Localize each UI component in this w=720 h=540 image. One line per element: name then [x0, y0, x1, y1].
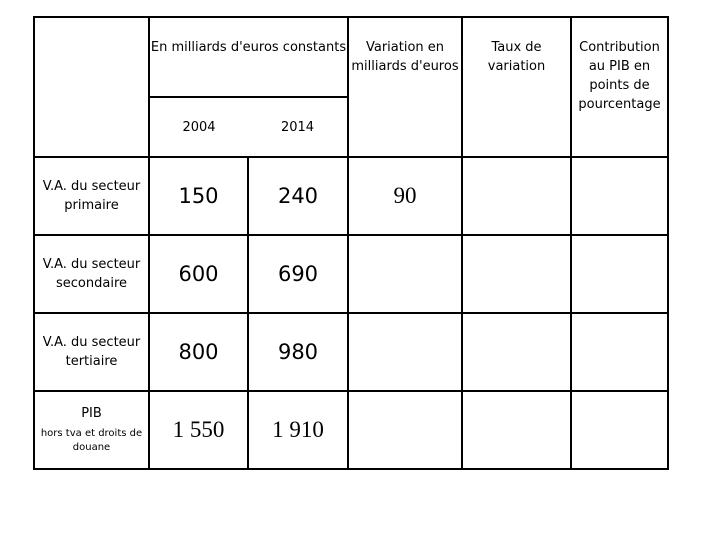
year-2004-header: 2004	[149, 97, 248, 157]
row-label: V.A. du secteur primaire	[34, 157, 149, 235]
contribution-cell	[571, 235, 668, 313]
header-row-top	[34, 17, 668, 97]
table-row	[34, 313, 668, 391]
table-row	[34, 391, 668, 469]
taux-header: Taux de variation	[462, 17, 571, 157]
unit-header: En milliards d'euros constants	[149, 17, 348, 97]
variation-header: Variation en milliards d'euros	[348, 17, 462, 157]
value-2004: 600	[149, 235, 248, 313]
row-label: V.A. du secteur tertiaire	[34, 313, 149, 391]
variation-cell	[348, 391, 462, 469]
value-2004: 800	[149, 313, 248, 391]
row-label-pib	[34, 391, 149, 469]
value-2014: 980	[248, 313, 348, 391]
taux-cell	[462, 313, 571, 391]
value-2004: 1 550	[149, 391, 248, 469]
table-row	[34, 235, 668, 313]
taux-cell	[462, 235, 571, 313]
taux-cell	[462, 391, 571, 469]
year-2014-header: 2014	[248, 97, 348, 157]
taux-cell	[462, 157, 571, 235]
contribution-cell	[571, 313, 668, 391]
pib-label: PIB	[81, 405, 102, 421]
value-2014: 1 910	[248, 391, 348, 469]
variation-cell	[348, 313, 462, 391]
variation-cell	[348, 235, 462, 313]
pib-contribution-table	[33, 16, 669, 470]
pib-sublabel: hors tva et droits de douane	[40, 427, 143, 453]
header-corner-cell	[34, 17, 149, 157]
contribution-header: Contribution au PIB en points de pourcentage	[571, 17, 668, 157]
row-label: V.A. du secteur secondaire	[34, 235, 149, 313]
value-2014: 690	[248, 235, 348, 313]
contribution-cell	[571, 391, 668, 469]
variation-cell: 90	[348, 157, 462, 235]
contribution-cell	[571, 157, 668, 235]
value-2014: 240	[248, 157, 348, 235]
value-2004: 150	[149, 157, 248, 235]
table-row	[34, 157, 668, 235]
